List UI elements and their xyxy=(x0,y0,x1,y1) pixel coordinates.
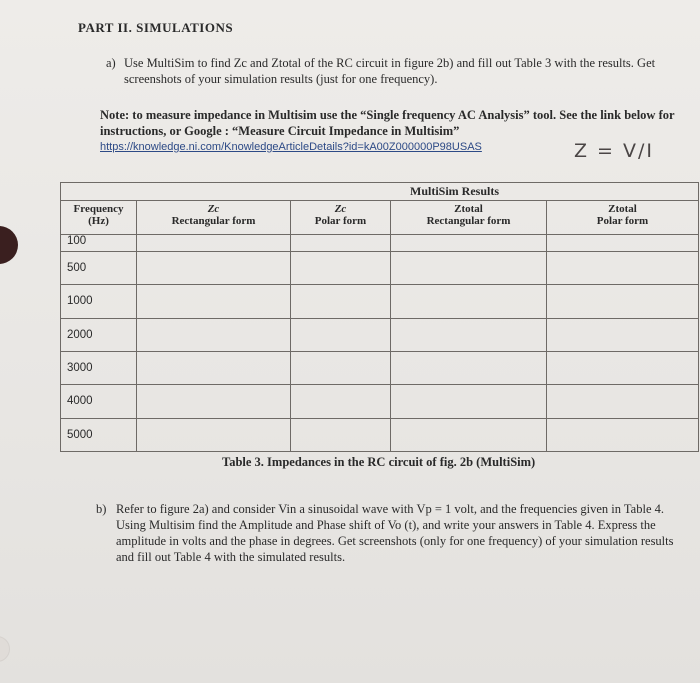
frequency-cell: 100 xyxy=(61,235,137,252)
ztotal-polar-cell[interactable] xyxy=(547,285,699,318)
table-row xyxy=(61,251,699,284)
ztotal-polar-cell[interactable] xyxy=(547,235,699,252)
table-row xyxy=(61,318,699,351)
binder-hole xyxy=(0,226,18,264)
ztotal-polar-cell[interactable] xyxy=(547,418,699,451)
binder-hole xyxy=(0,636,10,662)
ztotal-polar-cell[interactable] xyxy=(547,251,699,284)
zc-polar-cell[interactable] xyxy=(291,318,391,351)
table-row xyxy=(61,418,699,451)
column-header-frequency: Frequency (Hz) xyxy=(61,200,137,234)
zc-rect-cell[interactable] xyxy=(137,285,291,318)
zc-rect-cell[interactable] xyxy=(137,318,291,351)
column-header-ztotal-polar: Ztotal Polar form xyxy=(547,200,699,234)
impedance-results-table xyxy=(60,182,699,452)
ztotal-rect-cell[interactable] xyxy=(391,285,547,318)
ztotal-rect-cell[interactable] xyxy=(391,251,547,284)
part-a-text: Use MultiSim to find Zc and Ztotal of the RC circuit in figure 2b) and fill out Table 3 with the results. Get screenshots of your simulation results (just for one frequency). xyxy=(124,56,656,86)
ztotal-polar-cell[interactable] xyxy=(547,385,699,418)
frequency-cell: 5000 xyxy=(61,418,137,451)
table-banner-row xyxy=(61,183,699,201)
table-row xyxy=(61,351,699,384)
zc-rect-cell[interactable] xyxy=(137,251,291,284)
frequency-cell: 500 xyxy=(61,251,137,284)
zc-polar-cell[interactable] xyxy=(291,251,391,284)
frequency-cell: 3000 xyxy=(61,351,137,384)
column-header-zc-rect: Zc Rectangular form xyxy=(137,200,291,234)
part-a-label: a) xyxy=(106,56,116,70)
zc-polar-cell[interactable] xyxy=(291,235,391,252)
ztotal-polar-cell[interactable] xyxy=(547,318,699,351)
zc-polar-cell[interactable] xyxy=(291,285,391,318)
column-header-zc-polar: Zc Polar form xyxy=(291,200,391,234)
part-b-instructions xyxy=(96,501,686,565)
frequency-cell: 4000 xyxy=(61,385,137,418)
part-b-text: Refer to figure 2a) and consider Vin a sinusoidal wave with Vp = 1 volt, and the frequencies given in Table 4. Using Multisim find the Amplitude and Phase shift of Vo (t), and write your answers in Table 4. Express the amplitude in volts and the phase in degrees. Get screenshots (only for one frequency) of your simulation results and fill out Table 4 with the simulated results. xyxy=(116,502,674,564)
part-a-instructions xyxy=(106,55,676,87)
table-row xyxy=(61,385,699,418)
zc-polar-cell[interactable] xyxy=(291,385,391,418)
table-row xyxy=(61,285,699,318)
knowledge-base-link[interactable]: https://knowledge.ni.com/KnowledgeArticleDetails?id=kA00Z000000P98USAS xyxy=(100,141,482,153)
zc-rect-cell[interactable] xyxy=(137,385,291,418)
zc-rect-cell[interactable] xyxy=(137,235,291,252)
ztotal-rect-cell[interactable] xyxy=(391,318,547,351)
table-row xyxy=(61,235,699,252)
ztotal-polar-cell[interactable] xyxy=(547,351,699,384)
ztotal-rect-cell[interactable] xyxy=(391,351,547,384)
zc-polar-cell[interactable] xyxy=(291,351,391,384)
section-heading: PART II. SIMULATIONS xyxy=(78,20,234,35)
zc-rect-cell[interactable] xyxy=(137,351,291,384)
column-header-ztotal-rect: Ztotal Rectangular form xyxy=(391,200,547,234)
zc-rect-cell[interactable] xyxy=(137,418,291,451)
part-b-label: b) xyxy=(96,502,107,516)
table-caption: Table 3. Impedances in the RC circuit of fig. 2b (MultiSim) xyxy=(222,455,536,469)
table-header-row xyxy=(61,200,699,234)
zc-polar-cell[interactable] xyxy=(291,418,391,451)
ztotal-rect-cell[interactable] xyxy=(391,418,547,451)
table-banner: MultiSim Results xyxy=(61,183,699,201)
frequency-cell: 1000 xyxy=(61,285,137,318)
ztotal-rect-cell[interactable] xyxy=(391,385,547,418)
handwritten-formula: Z = V/I xyxy=(574,140,655,162)
frequency-cell: 2000 xyxy=(61,318,137,351)
ztotal-rect-cell[interactable] xyxy=(391,235,547,252)
note-text: Note: to measure impedance in Multisim use the “Single frequency AC Analysis” tool. See the link below for instructions, or Google : “Measure Circuit Impedance in Multisim” xyxy=(100,108,675,138)
